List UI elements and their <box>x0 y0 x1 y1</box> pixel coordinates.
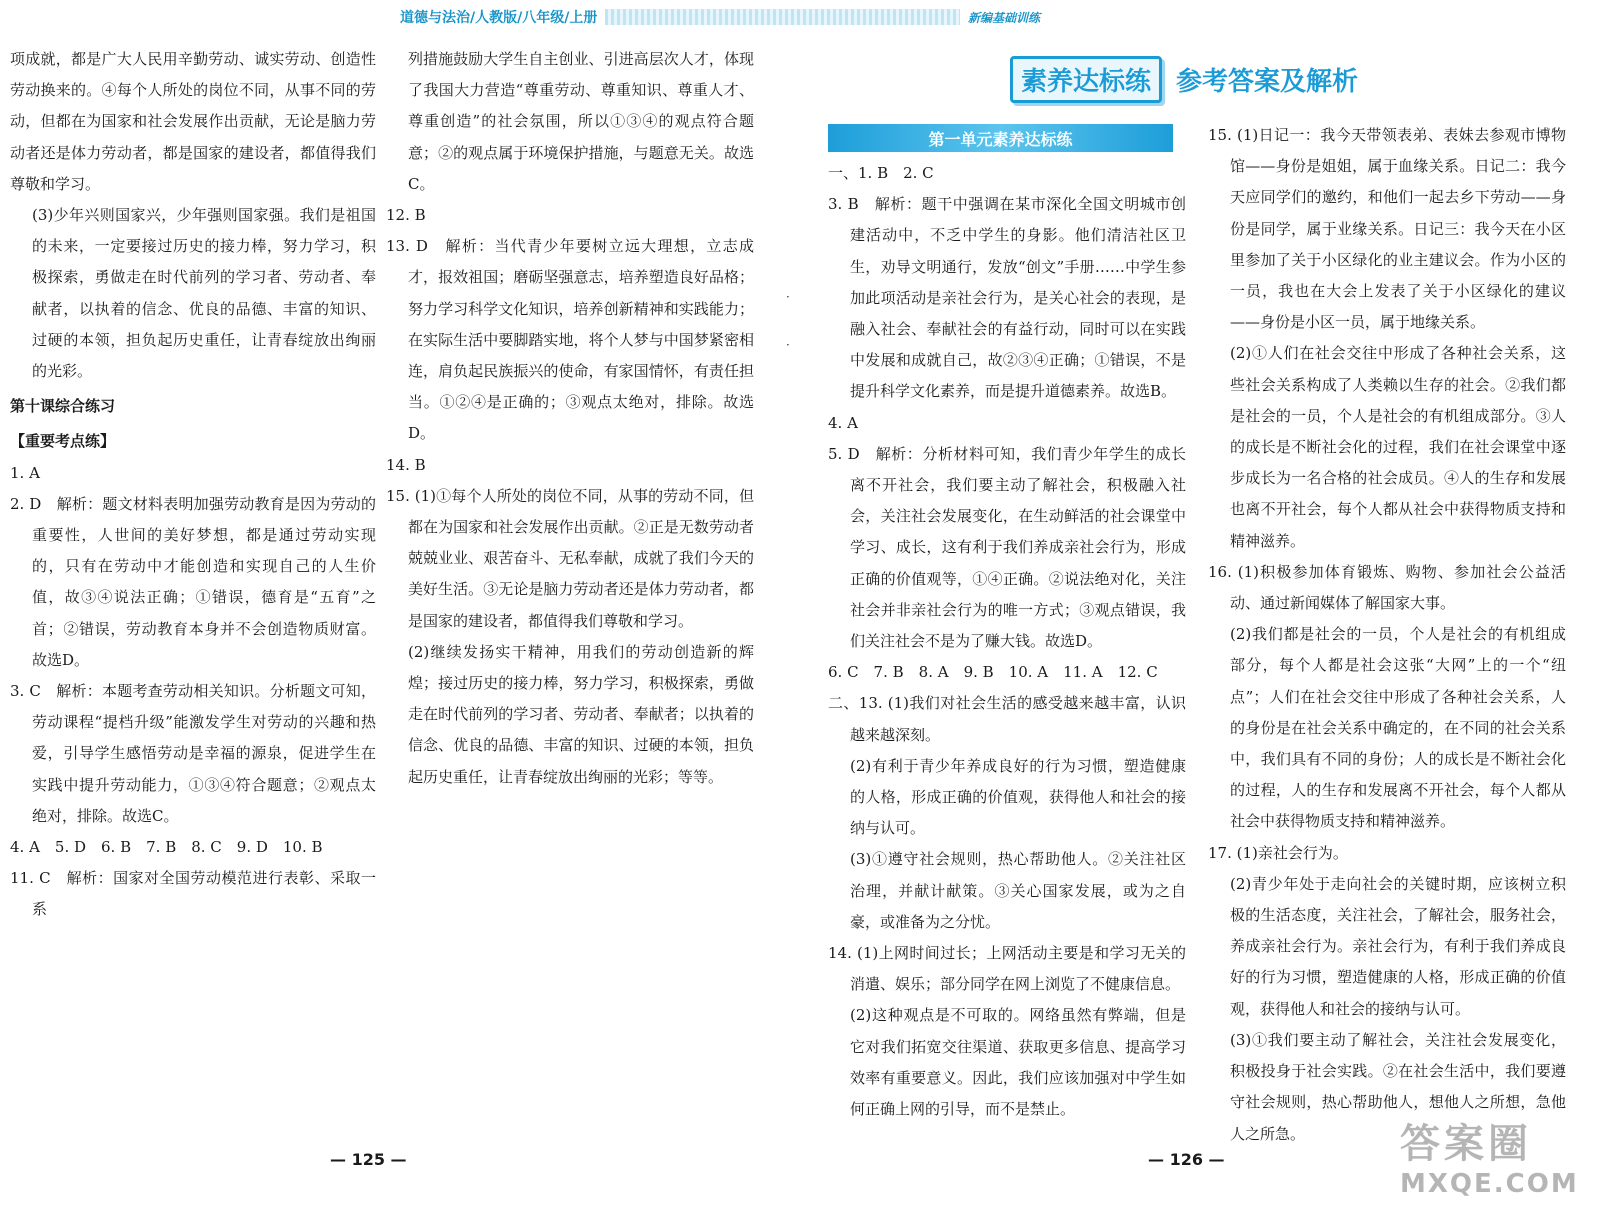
page-number-left: — 125 — <box>330 1150 407 1169</box>
left-page-column-1 <box>10 44 376 926</box>
answer-item: 14. B <box>386 455 426 474</box>
section-title: 第十课综合练习 <box>10 397 116 416</box>
answer-item: (3)①我们要主动了解社会，关注社会发展变化，积极投身于社会实践。②在社会生活中，我们要遵守社会规则，热心帮助他人，想他人之所想，急他人之所急。 <box>1230 1030 1566 1143</box>
answer-item: 14. (1)上网时间过长；上网活动主要是和学习无关的消遣、娱乐；部分同学在网上浏览了不健康信息。 <box>828 944 1186 994</box>
answer-item: (2)①人们在社会交往中形成了各种社会关系，这些社会关系构成了人类赖以生存的社会。②我们都是社会的一员，个人是社会的有机组成部分。③人的成长是不断社会化的过程，我们在社会课堂中逐步成长为一名合格的社会成员。④人的生存和发展也离不开社会，每个人都从社会中获得物质支持和精神滋养。 <box>1230 344 1566 550</box>
answer-item: 3. B 解析：题干中强调在某市深化全国文明城市创建活动中，不乏中学生的身影。他们清洁社区卫生，劝导文明通行，发放“创文”手册……中学生参加此项活动是亲社会行为，是关心社会的表现，是融入社会、奉献社会的有益行动，同时可以在实践中发展和成就自己，故②③④正确；①错误，不是提升科学文化素养，而是提升道德素养。故选B。 <box>828 195 1186 401</box>
answer-item: 列措施鼓励大学生自主创业、引进高层次人才，体现了我国大力营造“尊重劳动、尊重知识、尊重人才、尊重创造”的社会氛围，所以①③④的观点符合题意；②的观点属于环境保护措施，与题意无关。故选C。 <box>408 50 754 193</box>
banner-box-label: 素养达标练 <box>1010 56 1162 103</box>
page-number-right: — 126 — <box>1148 1150 1225 1169</box>
answer-item: 4. A <box>828 413 858 432</box>
answer-item: (2)继续发扬实干精神，用我们的劳动创造新的辉煌；接过历史的接力棒，努力学习，积极探索，勇做走在时代前列的学习者、劳动者、奉献者；以执着的信念、优良的品德、丰富的知识、过硬的本领，担负起历史重任，让青春绽放出绚丽的光彩；等等。 <box>408 642 754 786</box>
answer-item: 16. (1)积极参加体育锻炼、购物、参加社会公益活动、通过新闻媒体了解国家大事。 <box>1208 562 1566 613</box>
right-page-column-1 <box>828 158 1186 1125</box>
right-page-column-2 <box>1208 120 1566 1150</box>
answer-item: 6. C 7. B 8. A 9. B 10. A 11. A 12. C <box>828 663 1158 682</box>
answer-item: 15. (1)日记一：我今天带领表弟、表妹去参观市博物馆——身份是姐姐，属于血缘关系。日记二：我今天应同学们的邀约，和他们一起去乡下劳动——身份是同学，属于业缘关系。日记三：我今天在小区里参加了关于小区绿化的业主建议会。作为小区的一员，我也在大会上发表了关于小区绿化的建议——身份是小区一员，属于地缘关系。 <box>1208 126 1566 332</box>
unit-title-bar: 第一单元素养达标练 <box>828 124 1173 152</box>
paragraph: 项成就，都是广大人民用辛勤劳动、诚实劳动、创造性劳动换来的。④每个人所处的岗位不同，从事不同的劳动，但都在为国家和社会发展作出贡献，无论是脑力劳动者还是体力劳动者，都是国家的建设者，都值得我们尊敬和学习。 <box>10 50 376 193</box>
answer-item: (2)我们都是社会的一员，个人是社会的有机组成部分，每个人都是社会这张“大网”上的一个“纽点”；人们在社会交往中形成了各种社会关系，人的身份是在社会关系中确定的，在不同的社会关系中，我们具有不同的身份；人的成长是不断社会化的过程，人的生存和发展离不开社会，每个人都从社会中获得物质支持和精神滋养。 <box>1230 625 1566 831</box>
answer-item: 3. C 解析：本题考查劳动相关知识。分析题文可知，劳动课程“提档升级”能激发学生对劳动的兴趣和热爱，引导学生感悟劳动是幸福的源泉，促进学生在实践中提升劳动能力，①③④符合题意；②观点太绝对，排除。故选C。 <box>10 682 376 825</box>
answer-item: 2. D 解析：题文材料表明加强劳动教育是因为劳动的重要性，人世间的美好梦想，都是通过劳动实现的，只有在劳动中才能创造和实现自己的人生价值，故③④说法正确；①错误，德育是“五育”之首；②错误，劳动教育本身并不会创造物质财富。故选D。 <box>10 494 376 669</box>
answer-item: 二、13. (1)我们对社会生活的感受越来越丰富，认识越来越深刻。 <box>828 694 1186 744</box>
left-page-column-2 <box>386 44 754 793</box>
page-header <box>400 4 1040 30</box>
answer-item: 5. D 解析：分析材料可知，我们青少年学生的成长离不开社会，我们要主动了解社会，积极融入社会，关注社会发展变化，在生动鲜活的社会课堂中学习、成长，这有利于我们养成亲社会行为，形成正确的价值观等，①④正确。②说法绝对化，关注社会并非亲社会行为的唯一方式；③观点错误，我们关注社会不是为了赚大钱。故选D。 <box>828 444 1186 651</box>
paragraph: (3)少年兴则国家兴，少年强则国家强。我们是祖国的未来，一定要接过历史的接力棒，努力学习，积极探索，勇做走在时代前列的学习者、劳动者、奉献者，以执着的信念、优良的品德、丰富的知识、过硬的本领，担负起历史重任，让青春绽放出绚丽的光彩。 <box>32 206 376 381</box>
answer-item: 11. C 解析：国家对全国劳动模范进行表彰、采取一系 <box>10 869 376 919</box>
answers-banner <box>1010 56 1358 102</box>
answer-item: 15. (1)①每个人所处的岗位不同，从事的劳动不同，但都在为国家和社会发展作出贡献。②正是无数劳动者兢兢业业、艰苦奋斗、无私奉献，成就了我们今天的美好生活。③无论是脑力劳动者还是体力劳动者，都是国家的建设者，都值得我们尊敬和学习。 <box>386 486 754 630</box>
answer-item: 17. (1)亲社会行为。 <box>1208 843 1348 862</box>
answer-item: 4. A 5. D 6. B 7. B 8. C 9. D 10. B <box>10 838 323 857</box>
scan-dot: · <box>786 338 790 352</box>
scan-dot: · <box>786 290 790 304</box>
answer-item: (2)这种观点是不可取的。网络虽然有弊端，但是它对我们拓宽交往渠道、获取更多信息、提高学习效率有重要意义。因此，我们应该加强对中学生如何正确上网的引导，而不是禁止。 <box>850 1006 1186 1119</box>
answer-item: (2)青少年处于走向社会的关键时期，应该树立积极的生活态度，关注社会，了解社会，服务社会，养成亲社会行为。亲社会行为，有利于我们养成良好的行为习惯，塑造健康的人格，形成正确的价值观，获得他人和社会的接纳与认可。 <box>1230 874 1566 1018</box>
brand-label: 新编基础训练 <box>967 10 1040 25</box>
answer-item: 一、1. B 2. C <box>828 164 934 182</box>
watermark-en: MXQE.COM <box>1400 1169 1579 1199</box>
answer-item: (3)①遵守社会规则，热心帮助他人。②关注社区治理，并献计献策。③关心国家发展，或为之自豪，或准备为之分忧。 <box>850 850 1186 931</box>
answer-item: (2)有利于青少年养成良好的行为习惯，塑造健康的人格，形成正确的价值观，获得他人和社会的接纳与认可。 <box>850 756 1186 838</box>
book-series-label: 道德与法治/人教版/八年级/上册 <box>400 10 598 26</box>
header-decor-bar <box>605 9 960 25</box>
watermark-cn: 答案圈 <box>1400 1121 1532 1167</box>
answer-item: 1. A <box>10 463 40 482</box>
answer-item: 12. B <box>386 206 426 225</box>
subsection-title: 【重要考点练】 <box>10 432 116 451</box>
site-watermark <box>1400 1112 1590 1208</box>
banner-title: 参考答案及解析 <box>1176 66 1359 97</box>
answer-item: 13. D 解析：当代青少年要树立远大理想，立志成才，报效祖国；磨砺坚强意志，培养塑造良好品格；努力学习科学文化知识，培养创新精神和实践能力；在实际生活中要脚踏实地，将个人梦与中国梦紧密相连，肩负起民族振兴的使命，有家国情怀，有责任担当。①②④是正确的；③观点太绝对，排除。故选D。 <box>386 237 754 443</box>
